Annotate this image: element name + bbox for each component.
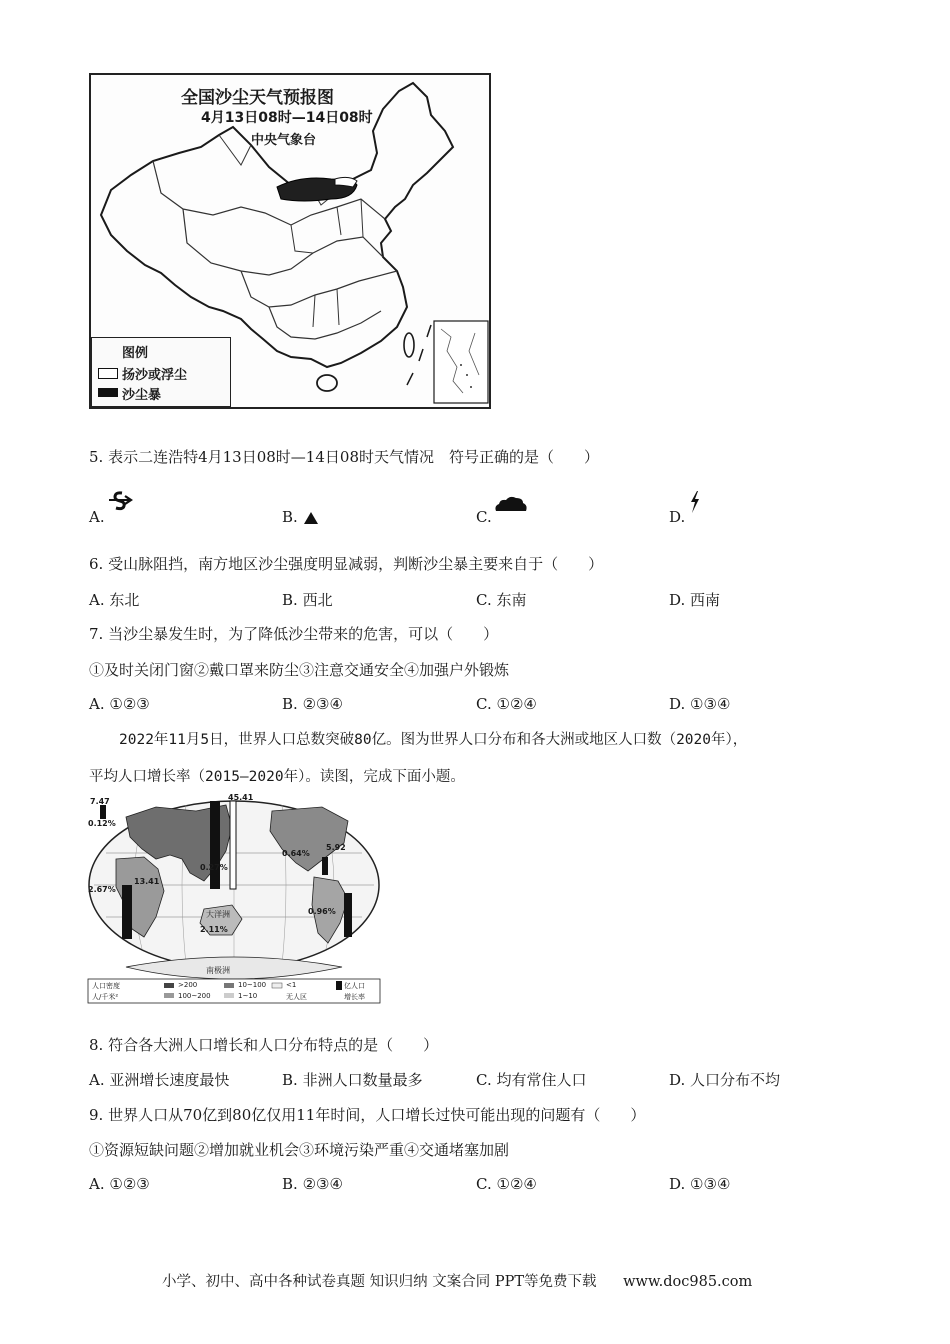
map2-legend-growth: 增长率 <box>344 993 365 1001</box>
footer-text: 小学、初中、高中各种试卷真题 知识归纳 文案合同 PPT等免费下载 <box>162 1274 597 1290</box>
option-letter: B. <box>282 1071 298 1089</box>
option-letter: A. <box>89 591 105 609</box>
option-text: ①②④ <box>496 695 537 713</box>
option-letter: D. <box>669 1175 686 1193</box>
option-letter: A. <box>89 508 105 526</box>
map2-legend-population: 亿人口 <box>344 982 365 990</box>
option-text: 西北 <box>302 591 333 609</box>
question-number: 9. <box>89 1106 104 1124</box>
option-letter: C. <box>476 695 492 713</box>
map2-legend-gt200: >200 <box>178 981 198 989</box>
option-text: ①③④ <box>690 1175 731 1193</box>
map2-label-oceania-name: 大洋洲 <box>206 910 230 919</box>
dust-forecast-map <box>89 73 491 409</box>
question-number: 6. <box>89 555 104 573</box>
option-letter: C. <box>476 508 492 526</box>
map2-label-europe-rate: 0.12% <box>88 819 116 828</box>
question-8-stem <box>89 1035 438 1055</box>
option-5b[interactable] <box>282 507 319 527</box>
map-legend <box>91 337 231 407</box>
question-text: 当沙尘暴发生时，为了降低沙尘带来的危害，可以（ ） <box>108 625 499 643</box>
option-9a[interactable] <box>89 1174 150 1194</box>
option-text: ②③④ <box>302 1175 343 1193</box>
option-letter: D. <box>669 508 686 526</box>
map2-legend-lt1: <1 <box>286 981 297 989</box>
option-letter: C. <box>476 1175 492 1193</box>
option-8d[interactable] <box>669 1070 780 1090</box>
option-letter: A. <box>89 1175 105 1193</box>
option-6b[interactable] <box>282 590 333 610</box>
world-population-map <box>86 793 382 1005</box>
option-letter: D. <box>669 695 686 713</box>
option-letter: B. <box>282 1175 298 1193</box>
map2-label-na-rate: 0.64% <box>282 849 310 858</box>
question-6-stem <box>89 554 603 574</box>
map2-legend-density-title: 人口密度 <box>92 982 120 990</box>
option-5a[interactable] <box>89 507 105 527</box>
option-5c[interactable] <box>476 507 492 527</box>
option-text: 亚洲增长速度最快 <box>109 1071 230 1089</box>
option-7a[interactable] <box>89 694 150 714</box>
question-text: 受山脉阻挡，南方地区沙尘强度明显减弱，判断沙尘暴主要来自于（ ） <box>108 555 604 573</box>
option-8b[interactable] <box>282 1070 423 1090</box>
map2-label-europe: 7.47 <box>90 797 110 806</box>
map-subtitle: 4月13日08时—14日08时 <box>201 110 373 126</box>
lightning-icon <box>688 490 702 514</box>
map2-legend-100-200: 100~200 <box>178 992 211 1000</box>
map2-legend-10-100: 10~100 <box>238 981 267 989</box>
option-8a[interactable] <box>89 1070 229 1090</box>
option-letter: C. <box>476 591 492 609</box>
passage-line-2: 平均人口增长率（2015—2020年）。读图，完成下面小题。 <box>89 769 465 785</box>
map2-label-africa-rate: 2.67% <box>88 885 116 894</box>
option-text: 东南 <box>496 591 527 609</box>
option-5d[interactable] <box>669 507 685 527</box>
option-letter: C. <box>476 1071 492 1089</box>
question-7-stem <box>89 624 498 644</box>
option-text: 东北 <box>109 591 140 609</box>
option-6c[interactable] <box>476 590 527 610</box>
question-text: 符合各大洲人口增长和人口分布特点的是（ ） <box>108 1036 439 1054</box>
option-letter: A. <box>89 1071 105 1089</box>
option-text: ①②④ <box>496 1175 537 1193</box>
option-letter: B. <box>282 591 298 609</box>
question-7-choices: ①及时关闭门窗②戴口罩来防尘③注意交通安全④加强户外锻炼 <box>89 661 510 679</box>
question-number: 8. <box>89 1036 104 1054</box>
question-number: 7. <box>89 625 104 643</box>
option-9c[interactable] <box>476 1174 537 1194</box>
triangle-icon <box>303 511 319 525</box>
map2-label-sa-rate: 0.96% <box>308 907 336 916</box>
sandstorm-symbol-icon <box>107 490 133 512</box>
question-9-stem <box>89 1105 645 1125</box>
question-number: 5. <box>89 448 104 466</box>
option-7b[interactable] <box>282 694 343 714</box>
option-text: ①②③ <box>109 695 150 713</box>
map2-label-asia-rate: 0.27% <box>200 863 228 872</box>
map2-label-na: 5.92 <box>326 843 346 852</box>
map2-label-oceania-rate: 2.11% <box>200 925 228 934</box>
option-7d[interactable] <box>669 694 730 714</box>
option-text: ①③④ <box>690 695 731 713</box>
map2-label-asia: 45.41 <box>228 793 254 802</box>
passage-line-1: 2022年11月5日，世界人口总数突破80亿。图为世界人口分布和各大洲或地区人口数（2020年）， <box>119 732 748 748</box>
legend-sandstorm-label: 沙尘暴 <box>122 388 162 403</box>
legend-floating-dust-swatch <box>98 368 118 379</box>
legend-title: 图例 <box>122 346 149 361</box>
page-footer <box>162 1270 752 1291</box>
option-text: 非洲人口数量最多 <box>302 1071 423 1089</box>
option-text: ②③④ <box>302 695 343 713</box>
question-text: 世界人口从70亿到80亿仅用11年时间，人口增长过快可能出现的问题有（ ） <box>108 1106 646 1124</box>
footer-link[interactable]: www.doc985.com <box>623 1274 753 1290</box>
option-letter: B. <box>282 695 298 713</box>
option-letter: A. <box>89 695 105 713</box>
legend-floating-dust-label: 扬沙或浮尘 <box>122 368 188 383</box>
option-letter: D. <box>669 591 686 609</box>
map2-legend-uninhabited: 无人区 <box>286 993 307 1001</box>
world-map-graphic <box>86 797 382 1005</box>
map2-label-africa: 13.41 <box>134 877 160 886</box>
map-title: 全国沙尘天气预报图 <box>181 88 334 108</box>
map2-legend-1-10: 1~10 <box>238 992 258 1000</box>
option-8c[interactable] <box>476 1070 587 1090</box>
option-text: 西南 <box>690 591 721 609</box>
option-text: ①②③ <box>109 1175 150 1193</box>
option-6d[interactable] <box>669 590 720 610</box>
map2-label-antarctica: 南极洲 <box>206 966 230 975</box>
option-text: 均有常住人口 <box>496 1071 587 1089</box>
option-6a[interactable] <box>89 590 139 610</box>
cloud-icon <box>493 495 529 513</box>
map2-legend-density-unit: 人/千米² <box>92 993 119 1001</box>
question-9-choices: ①资源短缺问题②增加就业机会③环境污染严重④交通堵塞加剧 <box>89 1141 510 1159</box>
option-7c[interactable] <box>476 694 537 714</box>
option-letter: B. <box>282 508 298 526</box>
option-9d[interactable] <box>669 1174 730 1194</box>
option-text: 人口分布不均 <box>690 1071 781 1089</box>
option-letter: D. <box>669 1071 686 1089</box>
option-9b[interactable] <box>282 1174 343 1194</box>
question-5-stem <box>89 447 599 467</box>
question-text: 表示二连浩特4月13日08时—14日08时天气情况 符号正确的是（ ） <box>108 448 599 466</box>
map-source: 中央气象台 <box>251 133 317 148</box>
legend-sandstorm-swatch <box>98 388 118 397</box>
